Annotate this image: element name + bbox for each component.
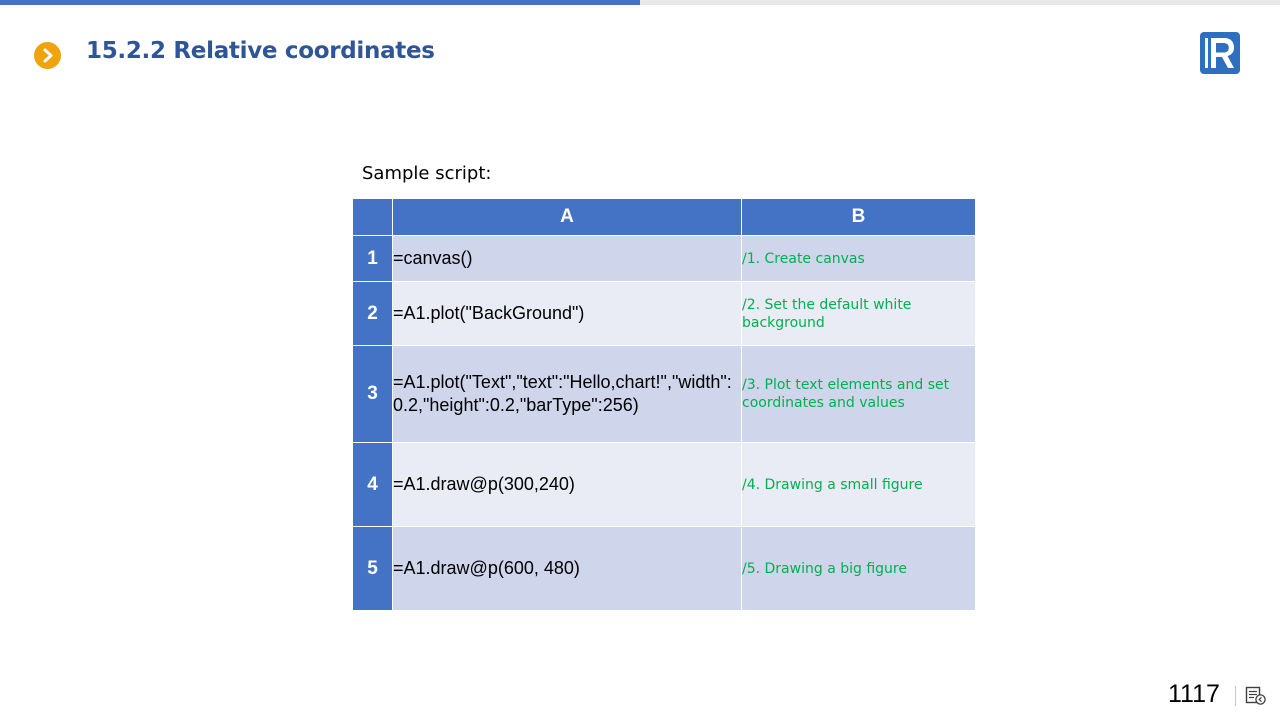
cell-a5[interactable]: =A1.draw@p(600, 480) [393, 527, 742, 611]
page-number: 1117 [1168, 680, 1220, 708]
row-number[interactable]: 4 [353, 443, 393, 527]
grid-corner-cell[interactable] [353, 199, 393, 236]
cell-b2[interactable]: /2. Set the default white background [742, 282, 976, 346]
column-header-b[interactable]: B [742, 199, 976, 236]
cell-a4[interactable]: =A1.draw@p(300,240) [393, 443, 742, 527]
cell-a3[interactable]: =A1.plot("Text","text":"Hello,chart!","width":0.2,"height":0.2,"barType":256) [393, 346, 742, 443]
grid-row-3 [353, 346, 976, 443]
cell-b5[interactable]: /5. Drawing a big figure [742, 527, 976, 611]
cell-a2[interactable]: =A1.plot("BackGround") [393, 282, 742, 346]
notes-icon[interactable] [1245, 686, 1267, 706]
r-logo-icon [1199, 31, 1241, 75]
row-number[interactable]: 1 [353, 236, 393, 282]
row-number[interactable]: 2 [353, 282, 393, 346]
footer-divider [1235, 686, 1236, 706]
grid-header-row [353, 199, 976, 236]
row-number[interactable]: 5 [353, 527, 393, 611]
slide-progress-fill [0, 0, 640, 5]
row-number[interactable]: 3 [353, 346, 393, 443]
grid-row-5 [353, 527, 976, 611]
cell-b1[interactable]: /1. Create canvas [742, 236, 976, 282]
script-grid [352, 198, 976, 611]
column-header-a[interactable]: A [393, 199, 742, 236]
chevron-right-icon [34, 42, 61, 69]
sample-script-caption: Sample script: [362, 163, 492, 184]
grid-row-1 [353, 236, 976, 282]
cell-b3[interactable]: /3. Plot text elements and set coordinates and values [742, 346, 976, 443]
cell-b4[interactable]: /4. Drawing a small figure [742, 443, 976, 527]
slide-progress-bar [0, 0, 1280, 5]
grid-row-2 [353, 282, 976, 346]
cell-a1[interactable]: =canvas() [393, 236, 742, 282]
grid-row-4 [353, 443, 976, 527]
page-title: 15.2.2 Relative coordinates [86, 38, 435, 64]
